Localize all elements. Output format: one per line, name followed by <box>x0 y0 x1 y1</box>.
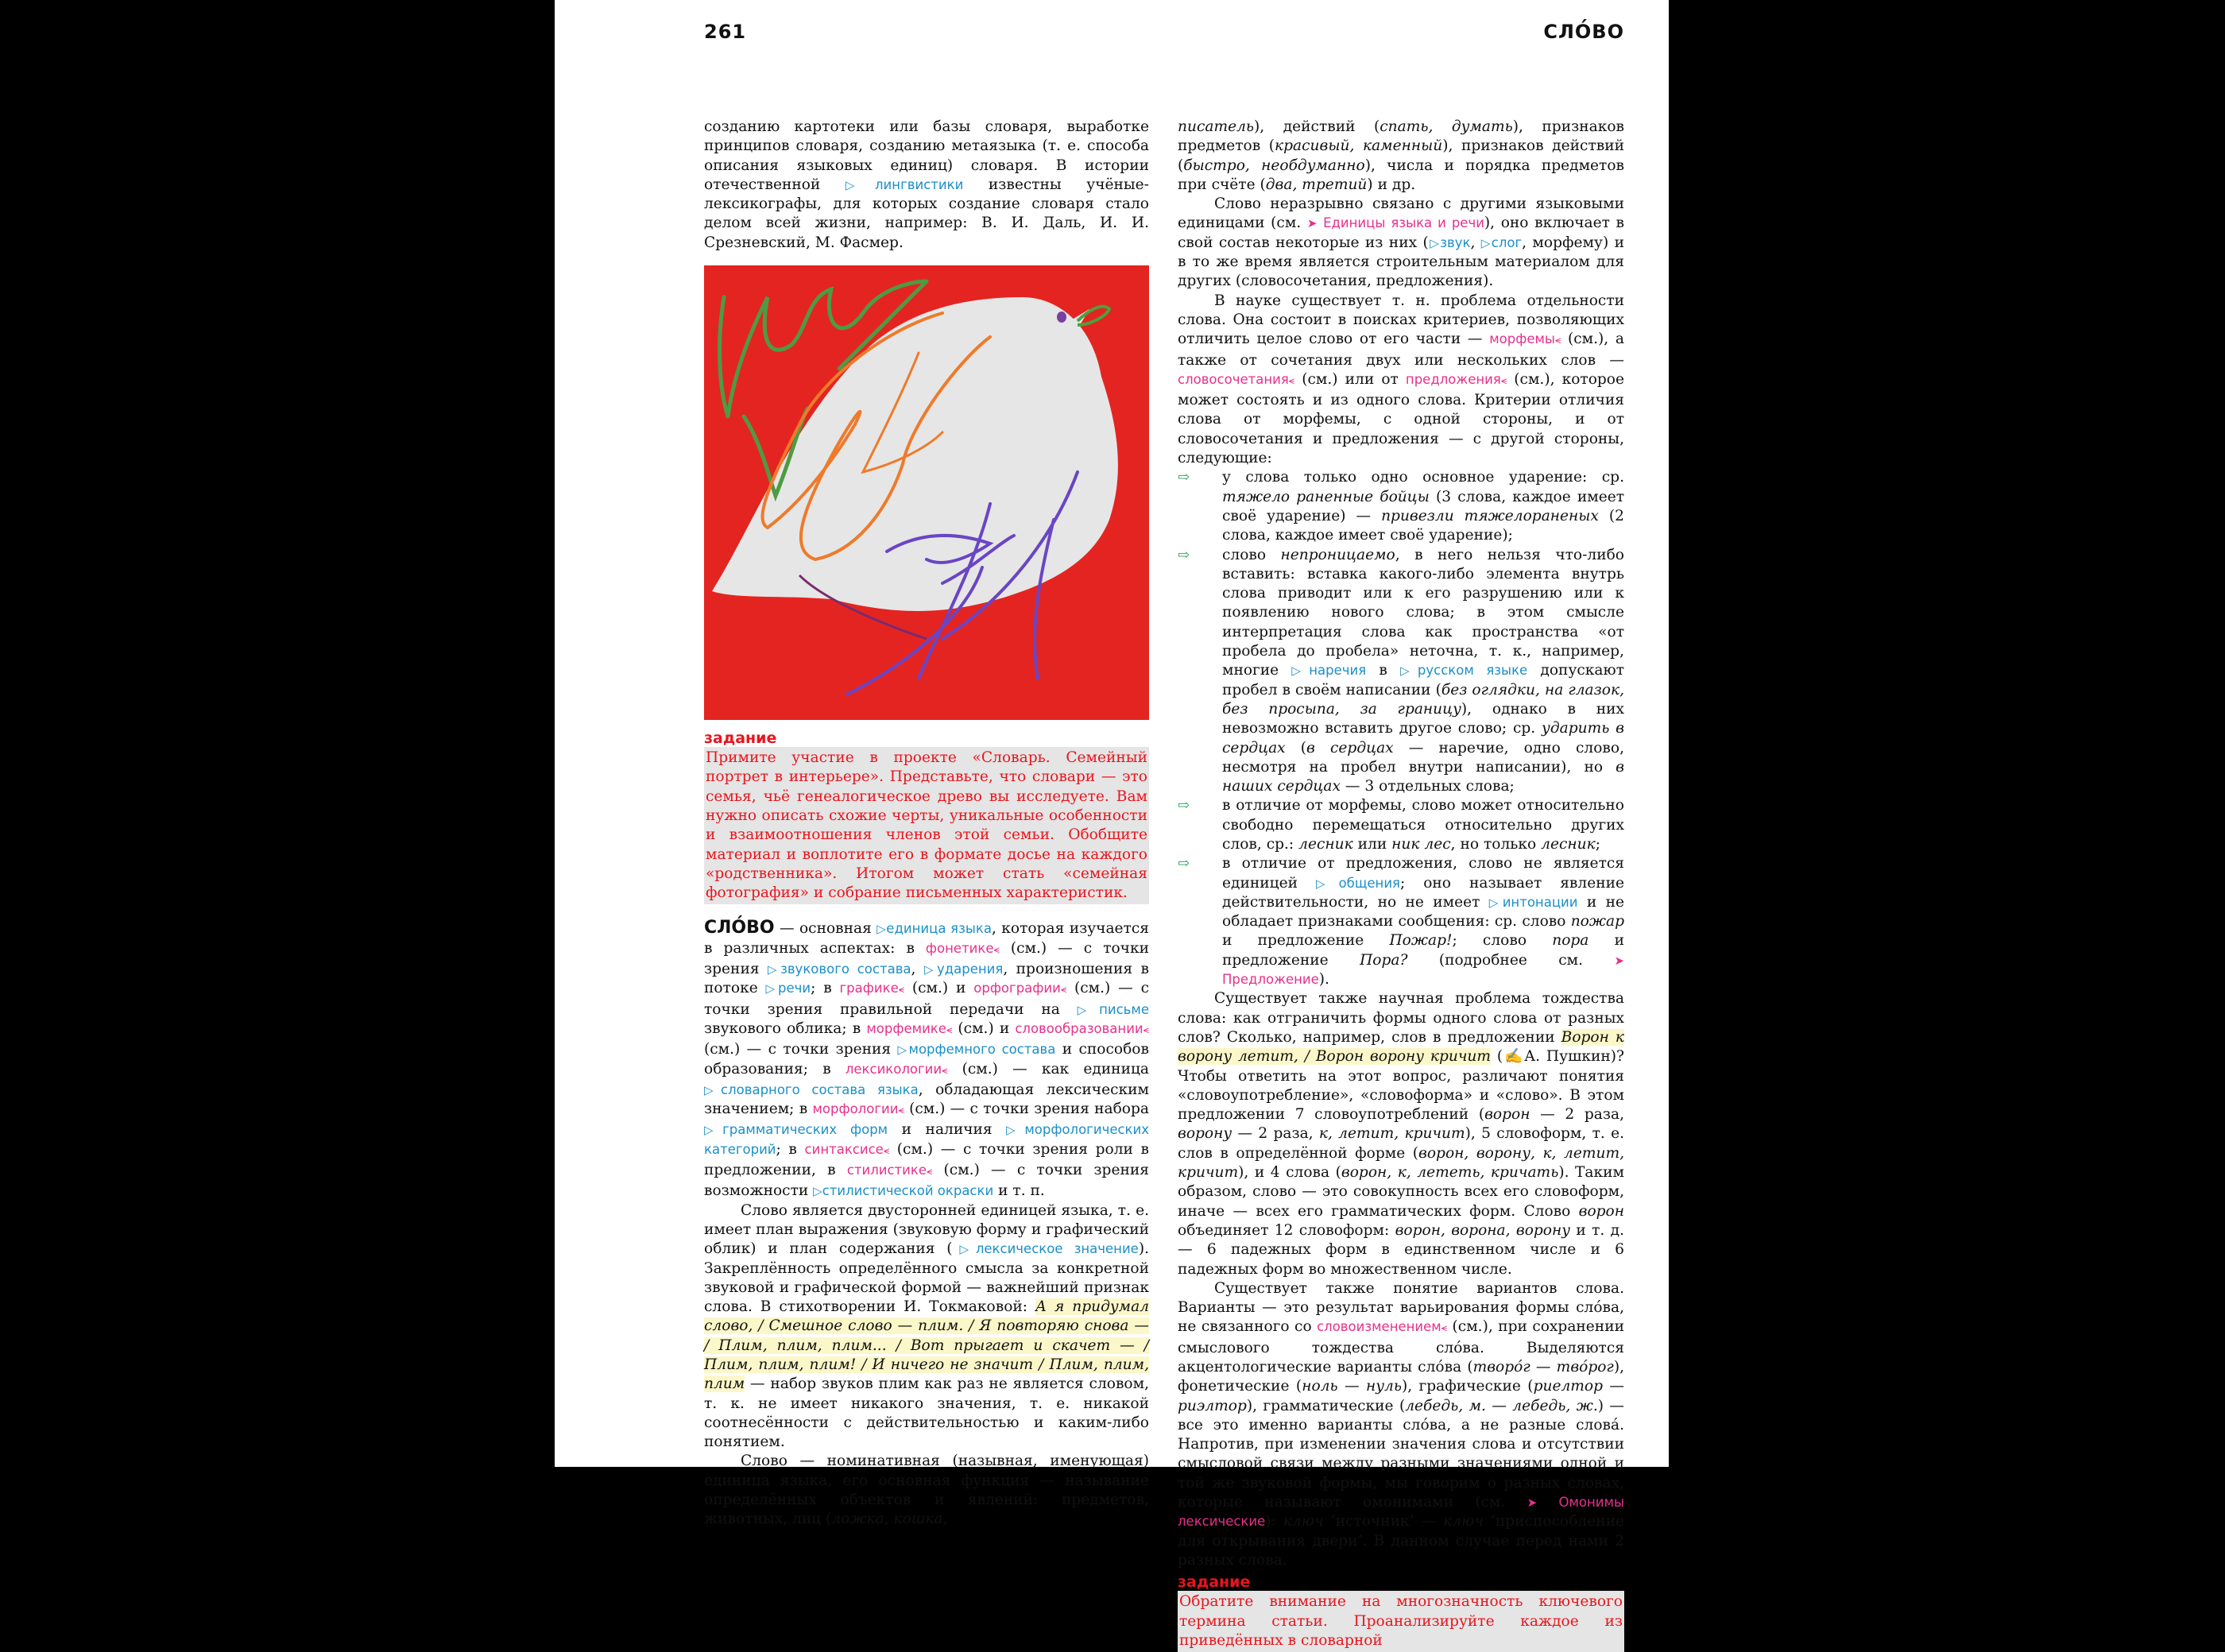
link-morfologiya[interactable]: морфологии <box>812 1101 899 1117</box>
link-leksikologiya[interactable]: лексикологии <box>845 1061 942 1077</box>
link-obshchenie[interactable]: общения <box>1338 875 1400 891</box>
paragraph-intro: созданию картотеки или базы словаря, выработке принципов словаря, созданию метаязыка (т. е. способа описания языковых единиц) словаря. В истории отечественной ▷ лингвистики известны учёные-лексикографы, для которых создание словаря стало делом всей жизни, например: В. И. Даль, И. И. Срезневский, М. Фасмер. <box>704 118 1149 253</box>
entry-headword: СЛО́ВО <box>704 918 775 938</box>
link-udarenie[interactable]: ударения <box>936 961 1004 977</box>
link-orfografiya[interactable]: орфографии <box>973 981 1061 996</box>
link-morfemny-sostav[interactable]: морфемного состава <box>908 1042 1056 1058</box>
list-item: ⇨ в отличие от морфемы, слово может относительно свободно перемещаться относительно других слов, ср.: лесник или ник лес, но только лесник; <box>1178 797 1624 853</box>
arrow-right-icon: ⇨ <box>1178 546 1190 563</box>
paragraph-varianty: Существует также понятие вариантов слова. Варианты — это результат варьирования формы сло́ва, не связанного со словоизменением⪪ (см.), при сохранении смыслового тождества сло́ва. Выделяются акцентологические варианты сло́ва (творо́г — тво́рог), фонетические (ноль — нуль), графические (риелтор — риэлтор), грамматические (лебедь, м. — лебедь, ж.) — все это именно варианты сло́ва, а не разные слова́. Напротив, при изменении значения слова и отсутствии смысловой связи между разными значениями одной и той же звуковой формы, мы говорим о разных словах, которые называют омонимами (см. ➤ Омонимы лексические): ключ ‘источник’ — ключ ‘приспособление для открывания двери’. В данном случае перед нами 2 разных слова. <box>1178 1279 1624 1570</box>
link-slog[interactable]: слог <box>1491 234 1523 250</box>
link-edinica-yazyka[interactable]: единица языка <box>886 921 992 937</box>
arrow-right-icon: ⇨ <box>1178 855 1190 872</box>
link-slovarny-sostav[interactable]: словарного состава языка <box>721 1081 919 1097</box>
link-lingvistika[interactable]: лингвистики <box>875 176 964 192</box>
link-slovoobrazovanie[interactable]: словообразовании <box>1015 1020 1143 1036</box>
link-leksicheskoe-znachenie[interactable]: лексическое значение <box>975 1241 1139 1257</box>
link-grafika[interactable]: графике <box>839 981 899 996</box>
bird-illustration <box>704 265 1149 720</box>
arrow-right-icon: ⇨ <box>1178 469 1190 486</box>
link-pismo[interactable]: письме <box>1099 1001 1149 1017</box>
link-zvuk[interactable]: звук <box>1440 234 1471 250</box>
link-slovoizmenenie[interactable]: словоизменением <box>1317 1319 1441 1335</box>
link-sintaksis[interactable]: синтаксисе <box>804 1141 884 1157</box>
quote-pushkin: Ворон к ворону летит, / Ворон ворону кричит <box>1178 1028 1625 1066</box>
entry-paragraph: СЛО́ВО — основная ▷ единица языка, которая изучается в различных аспектах: в фонетике⪪ (см.) — с точки зрения ▷ звукового состава, ▷ ударения, произношения в потоке ▷ речи; в графике⪪ (см.) и орфографии⪪ (см.) — с точки зрения правильной передачи на ▷ письме звукового облика; в морфемике⪪ (см.) и словообразовании⪪ (см.) — с точки зрения ▷ морфемного состава и способов образования; в лексикологии⪪ (см.) — как единица ▷ словарного состава языка, обладающая лексическим значением; в морфологии⪪ (см.) — с точки зрения набора ▷ грамматических форм и наличия ▷ морфологических категорий; в синтаксисе⪪ (см.) — с точки зрения роли в предложении, в стилистике⪪ (см.) — с точки зрения возможности ▷ стилистической окраски и т. п. <box>704 919 1149 1201</box>
link-narechiya[interactable]: наречия <box>1309 663 1367 679</box>
link-edinicy-yazyka-i-rechi[interactable]: Единицы языка и речи <box>1323 215 1484 231</box>
link-morfemy[interactable]: морфемы <box>1489 331 1555 347</box>
left-column <box>704 118 1149 1530</box>
task-heading-2: задание <box>1178 1573 1251 1592</box>
pen-icon: ✍ <box>1503 1048 1525 1066</box>
link-predlozhenie[interactable]: Предложение <box>1222 972 1319 988</box>
link-slovosochetaniya[interactable]: словосочетания <box>1178 371 1289 387</box>
paragraph-continued: писатель), действий (спать, думать), признаков предметов (красивый, каменный), признаков действий (быстро, необдуманно), числа и порядка предметов при счёте (два, третий) и др. <box>1178 118 1625 193</box>
paragraph-svyaz: Слово неразрывно связано с другими языковыми единицами (см. ➤ Единицы языка и речи), оно включает в свой состав некоторые из них (▷ звук, ▷ слог, морфему) и в то же время является строительным материалом для других (словосочетания, предложения). <box>1178 195 1624 291</box>
paragraph-otdelnost: В науке существует т. н. проблема отдельности слова. Она состоит в поисках критериев, позволяющих отличить целое слово от его части — морфемы⪪ (см.), а также от сочетания двух или нескольких слов — словосочетания⪪ (см.) или от предложения⪪ (см.), которое может состоять и из одного слова. Критерии отличия слова от морфемы, с одной стороны, и от словосочетания и предложения — с другой стороны, следующие: <box>1178 292 1624 469</box>
section-title: СЛО́ВО <box>1543 21 1624 43</box>
right-column <box>1178 118 1624 1652</box>
link-stilisticheskaya-okraska[interactable]: стилистической окраски <box>822 1183 994 1199</box>
criteria-list <box>1178 468 1624 989</box>
link-grammaticheskie-formy[interactable]: грамматических форм <box>722 1122 888 1138</box>
list-item: ⇨ в отличие от предложения, слово не является единицей ▷ общения; оно называет явление действительности, но не имеет ▷ интонации и не обладает признаками сообщения: ср. слово пожар и предложение Пожар!; слово пора и предложение Пора? (подробнее см. ➤ Предложение). <box>1222 854 1624 989</box>
link-zvukovoy-sostav[interactable]: звукового состава <box>780 961 911 977</box>
link-morfologicheskie-kategorii[interactable]: морфологических категорий <box>704 1122 1149 1157</box>
link-omonimy[interactable]: Омонимы лексические <box>1178 1495 1624 1530</box>
page-number: 261 <box>704 21 747 43</box>
list-item: ⇨ слово непроницаемо, в него нельзя что-либо вставить: вставка какого-либо элемента внутрь слова приводит или к его разрушению или к появлению нового слова; в этом смысле интерпретация слова как пространства «от пробела до пробела» неточна, т. к., например, многие ▷ наречия в ▷ русском языке допускают пробел в своём написании (без оглядки, на глазок, без просыпа, за границу), однако в них невозможно вставить другое слово; ср. ударить в сердцах (в сердцах — наречие, одно слово, несмотря на пробел внутри написании), но в наших сердцах — 3 отдельных слова; <box>1222 546 1624 797</box>
task-text-2: Обратите внимание на многозначность ключевого термина статьи. Проанализируйте каждое из приведённых в словарной <box>1178 1591 1624 1652</box>
task-text-1: Примите участие в проекте «Словарь. Семейный портрет в интерьере». Представьте, что словари — это семья, чьё генеалогическое древо вы исследуете. Вам нужно описать схожие черты, уникальные особенности и взаимоотношения членов этой семьи. Обобщите материал и воплотите его в формате досье на каждого «родственника». Итогом может стать «семейная фотография» и собрание письменных характеристик. <box>704 747 1149 904</box>
arrow-right-icon: ⇨ <box>1178 797 1190 814</box>
paragraph-dvustoronnyaya: Слово является двусторонней единицей языка, т. е. имеет план выражения (звуковую форму и графический облик) и план содержания (▷ лексическое значение). Закреплённость определённого смысла за конкретной звуковой и графической формой — важнейший признак слова. В стихотворении И. Токмаковой: А я придумал слово, / Смешное слово — плим. / Я повторяю снова — / Плим, плим, плим... / Вот прыгает и скачет — / Плим, плим, плим! / И ничего не значит / Плим, плим, плим — набор звуков плим как раз не является словом, т. к. не имеет никакого значения, т. е. никакой соотнесённости с действительностью и каким-либо понятием. <box>704 1201 1149 1453</box>
link-intonaciya[interactable]: интонации <box>1502 894 1578 910</box>
task-heading-1: задание <box>704 729 777 748</box>
list-item: ⇨ у слова только одно основное ударение: ср. тяжело раненные бойцы (3 слова, каждое имеет своё ударение) — привезли тяжелораненых (2 слова, каждое имеет своё ударение); <box>1178 469 1624 544</box>
book-page <box>555 0 1669 1649</box>
paragraph-tozhdestvo: Существует также научная проблема тождества слова: как отграничить формы одного слова от разных слов? Сколько, например, слов в предложении Ворон к ворону летит, / Ворон ворону кричит (✍А. Пушкин)? Чтобы ответить на этот вопрос, различают понятия «словоупотребление», «словоформа» и «слово». В этом предложении 7 словоупотреблений (ворон — 2 раза, ворону — 2 раза, к, летит, кричит), 5 словоформ, т. е. слов в определённой форме (ворон, ворону, к, летит, кричит), и 4 слова (ворон, к, лететь, кричать). Таким образом, слово — это совокупность всех его словоформ, иначе — всех его грамматических форм. Слово ворон объединяет 12 словоформ: ворон, ворона, ворону и т. д. — 6 падежных форм в единственном числе и 6 падежных форм во множественном числе. <box>1178 990 1625 1278</box>
link-rech[interactable]: речи <box>778 981 811 996</box>
paragraph-nominativnaya: Слово — номинативная (назывная, именующая) единица языка, его основная функция — называние определённых объектов и явлений: предметов, животных, лиц (ложка, кошка, <box>704 1453 1149 1528</box>
link-predlozheniya[interactable]: предложения <box>1405 371 1501 387</box>
link-stilistika[interactable]: стилистике <box>846 1163 927 1178</box>
link-fonetika[interactable]: фонетике <box>925 940 994 956</box>
quote-tokmakova: А я придумал слово, / Смешное слово — плим. / Я повторяю снова — / Плим, плим, плим... / Вот прыгает и скачет — / Плим, плим, плим! / И ничего не значит / Плим, плим, плим <box>704 1298 1149 1393</box>
link-morfemika[interactable]: морфемике <box>866 1020 946 1036</box>
link-russky-yazyk[interactable]: русском языке <box>1417 663 1528 679</box>
